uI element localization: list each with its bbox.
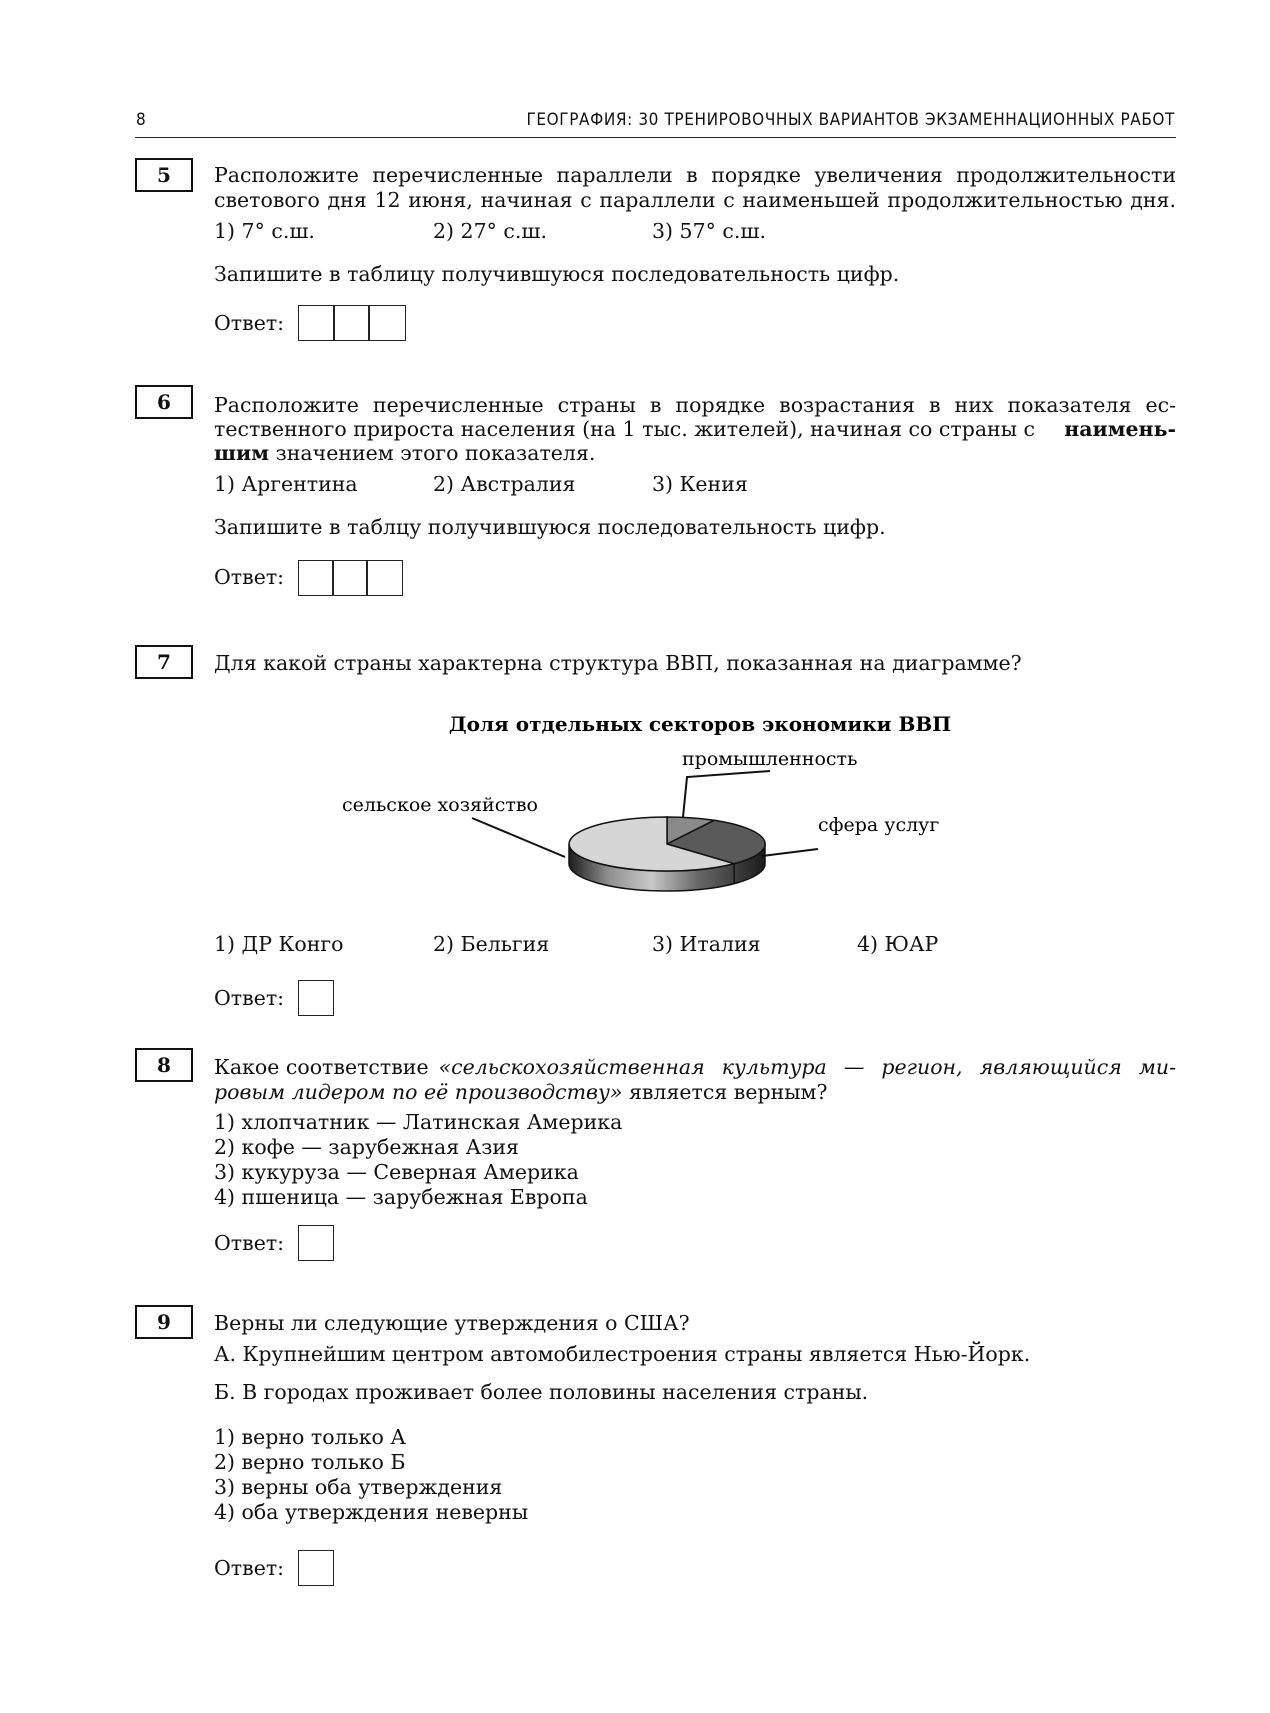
q9-answer-cell[interactable]: [298, 1550, 334, 1586]
q8-line-2-italic: ровым лидером по её производству»: [214, 1080, 623, 1104]
q9-option-2: 2) верно только Б: [214, 1450, 406, 1474]
q6-option-3: 3) Кения: [652, 472, 748, 496]
q6-line-1: Расположите перечисленные страны в порядке возрастания в них показателя ес-: [214, 393, 1176, 417]
q5-option-1: 1) 7° с.ш.: [214, 219, 315, 243]
q8-option-3: 3) кукуруза — Северная Америка: [214, 1160, 579, 1184]
q7-option-4: 4) ЮАР: [857, 932, 939, 956]
q5-option-2: 2) 27° с.ш.: [433, 219, 547, 243]
chart-title: Доля отдельных секторов экономики ВВП: [448, 712, 952, 736]
question-number-5: 5: [135, 158, 193, 192]
page-number: 8: [136, 110, 147, 130]
q5-line-2: светового дня 12 июня, начиная с параллели с наименьшей продолжительностью дня.: [214, 188, 1176, 212]
question-number-6: 6: [135, 385, 193, 419]
q7-answer-label: Ответ:: [214, 986, 285, 1010]
q9-question: Верны ли следующие утверждения о США?: [214, 1311, 690, 1335]
q6-option-1: 1) Аргентина: [214, 472, 358, 496]
question-number-9: 9: [135, 1305, 193, 1339]
q5-instruction: Запишите в таблицу получившуюся последовательность цифр.: [214, 262, 900, 286]
q8-option-2: 2) кофе — зарубежная Азия: [214, 1135, 519, 1159]
q6-line-3-bold: шим: [214, 441, 270, 465]
question-number-8: 8: [135, 1048, 193, 1082]
q7-option-3: 3) Италия: [652, 932, 761, 956]
q8-option-1: 1) хлопчатник — Латинская Америка: [214, 1110, 623, 1134]
q6-line-2-text: тественного прироста населения (на 1 тыс. жителей), начиная со страны с: [214, 417, 1036, 441]
q9-option-3: 3) верны оба утверждения: [214, 1475, 503, 1499]
q7-answer-cell[interactable]: [298, 980, 334, 1016]
q6-line-3-text: значением этого показателя.: [275, 441, 596, 465]
question-number-7: 7: [135, 645, 193, 679]
q9-statement-a: А. Крупнейшим центром автомобилестроения страны является Нью-Йорк.: [214, 1342, 1031, 1366]
q9-option-4: 4) оба утверждения неверны: [214, 1500, 529, 1524]
leader-line-services: [762, 849, 818, 856]
q8-line-2: [214, 1080, 828, 1105]
q8-line-1: [214, 1055, 1176, 1080]
label-services: сфера услуг: [818, 814, 940, 836]
q8-answer-label: Ответ:: [214, 1231, 285, 1255]
q6-instruction: Запишите в таблцу получившуюся последовательность цифр.: [214, 515, 886, 539]
q5-line-1: Расположите перечисленные параллели в порядке увеличения продолжительности: [214, 163, 1176, 187]
q9-answer-label: Ответ:: [214, 1556, 285, 1580]
label-agriculture: сельское хозяйство: [342, 794, 538, 816]
q8-line-1-text: Какое соответствие: [214, 1055, 429, 1079]
q8-answer-cell[interactable]: [298, 1225, 334, 1261]
leader-line-industry: [683, 771, 770, 817]
q8-line-1-italic: «сельскохозяйственная культура — регион, являющийся ми-: [438, 1055, 1176, 1079]
label-industry: промышленность: [682, 748, 858, 770]
q7-option-1: 1) ДР Конго: [214, 932, 344, 956]
q7-option-2: 2) Бельгия: [433, 932, 550, 956]
q6-answer-label: Ответ:: [214, 565, 285, 589]
q9-statement-b: Б. В городах проживает более половины населения страны.: [214, 1380, 869, 1404]
q5-answer-label: Ответ:: [214, 311, 285, 335]
q5-option-3: 3) 57° с.ш.: [652, 219, 766, 243]
q7-question: Для какой страны характерна структура ВВП, показанная на диаграмме?: [214, 651, 1022, 675]
q8-line-2-text: является верным?: [628, 1080, 828, 1104]
running-title: ГЕОГРАФИЯ: 30 ТРЕНИРОВОЧНЫХ ВАРИАНТОВ ЭКЗАМЕННАЦИОННЫХ РАБОТ: [526, 110, 1175, 130]
q9-option-1: 1) верно только А: [214, 1425, 406, 1449]
q8-option-4: 4) пшеница — зарубежная Европа: [214, 1185, 588, 1209]
q6-option-2: 2) Австралия: [433, 472, 576, 496]
q6-line-2-bold: наимень-: [1064, 417, 1176, 441]
leader-line-agriculture: [472, 818, 565, 857]
